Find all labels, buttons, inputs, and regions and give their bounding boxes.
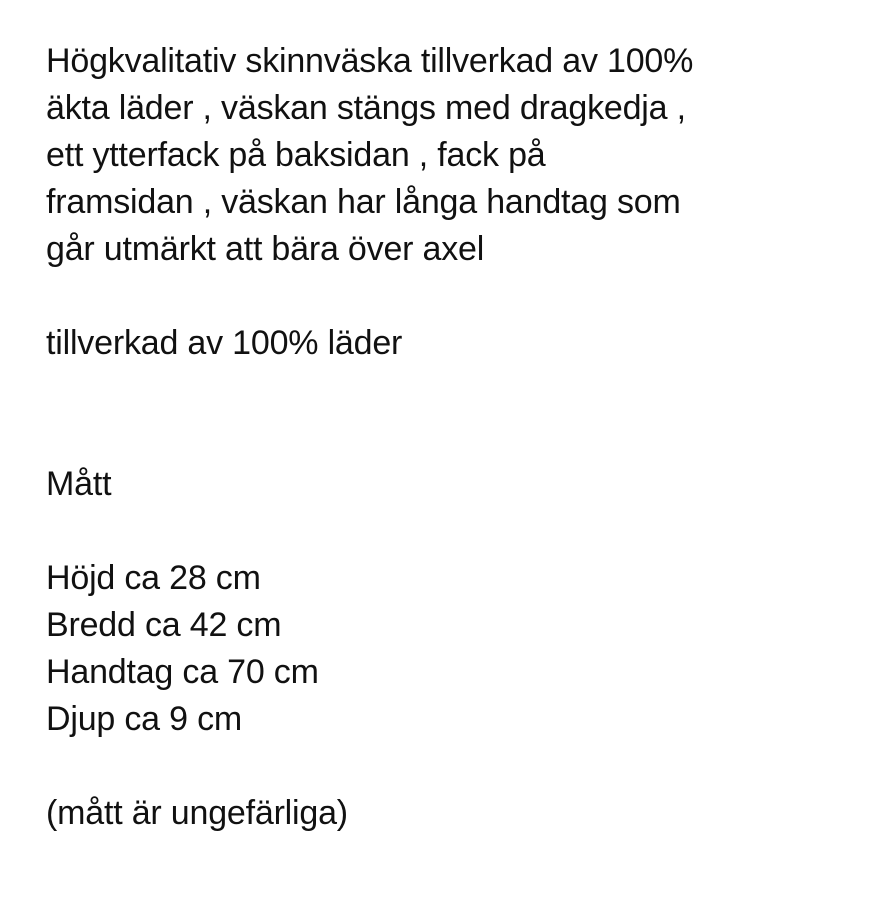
dimension-item-depth: Djup ca 9 cm: [46, 700, 243, 738]
description-line: ett ytterfack på baksidan , fack på: [46, 136, 546, 174]
spacer: [46, 273, 846, 320]
description-line: Högkvalitativ skinnväska tillverkad av 100%: [46, 42, 694, 80]
dimension-item-handle: Handtag ca 70 cm: [46, 653, 319, 691]
spacer: [46, 508, 846, 555]
description-line: äkta läder , väskan stängs med dragkedja ,: [46, 89, 686, 127]
material-text: tillverkad av 100% läder: [46, 324, 403, 362]
spacer: [46, 367, 846, 461]
dimensions-heading: Mått: [46, 465, 112, 503]
product-description-document: [46, 38, 846, 837]
spacer: [46, 743, 846, 790]
dimensions-list: [46, 555, 846, 743]
description-line: går utmärkt att bära över axel: [46, 230, 485, 268]
description-line: framsidan , väskan har långa handtag som: [46, 183, 681, 221]
description-paragraph: [46, 38, 846, 273]
dimension-item-height: Höjd ca 28 cm: [46, 559, 261, 597]
dimensions-note: (mått är ungefärliga): [46, 794, 348, 832]
dimension-item-width: Bredd ca 42 cm: [46, 606, 282, 644]
